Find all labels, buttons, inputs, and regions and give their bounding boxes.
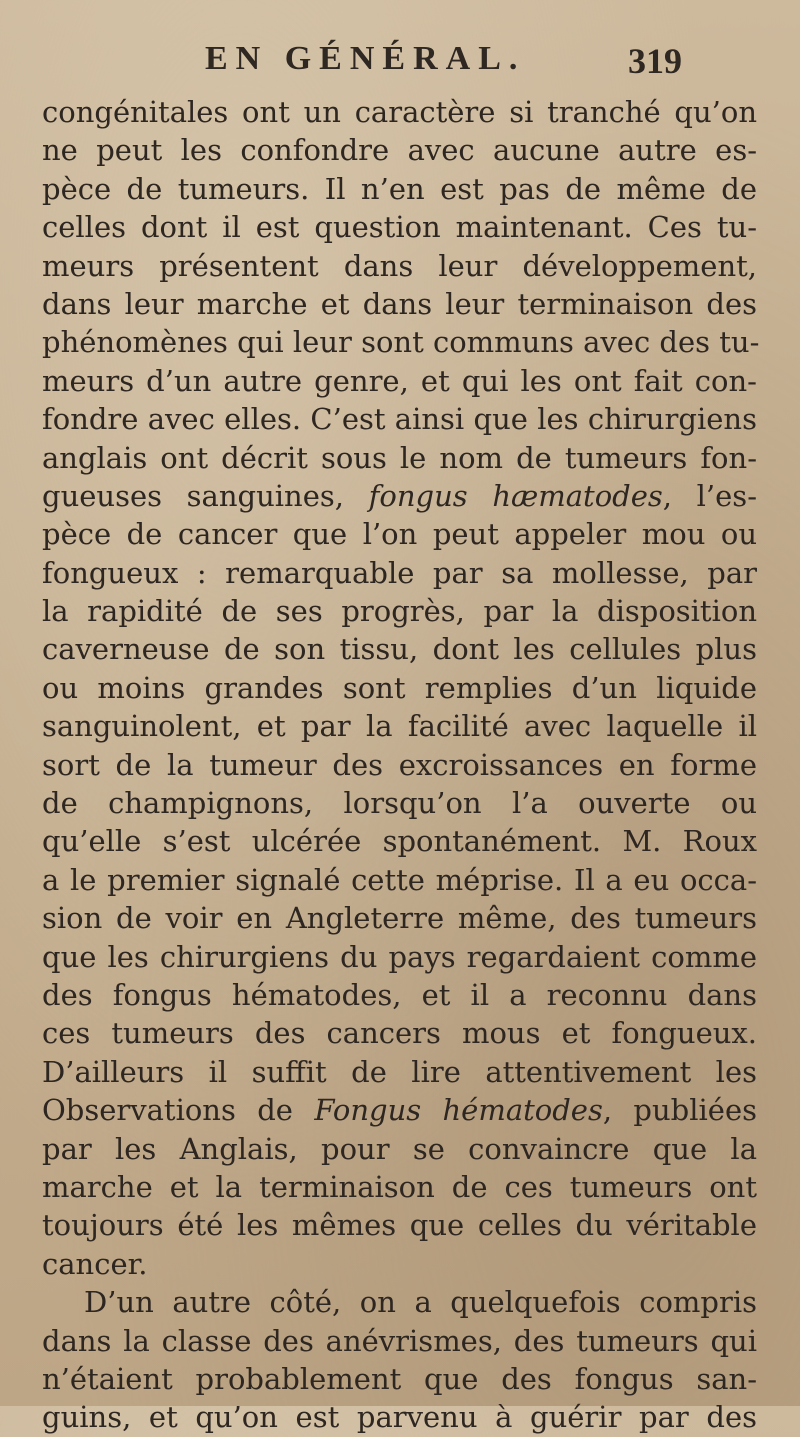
text-line: par les Anglais, pour se convaincre que la [42, 1131, 757, 1166]
text-line: dans leur marche et dans leur terminaison des [42, 286, 757, 321]
text-line: congénitales ont un caractère si tranché qu’on [42, 95, 757, 129]
text-line: cancer. [42, 1246, 148, 1281]
text-segment: , l’es- [662, 478, 757, 513]
text-line: sanguinolent, et par la facilité avec laquelle il [42, 709, 757, 744]
page-number: 319 [628, 41, 682, 81]
text-line: pèce de cancer que l’on peut appeler mou ou [42, 517, 757, 552]
text-line: ne peut les confondre avec aucune autre es- [42, 133, 757, 168]
text-line: pèce de tumeurs. Il n’en est pas de même de [42, 171, 757, 206]
text-line: celles dont il est question maintenant. Ces tu- [42, 210, 757, 245]
text-line: guins, et qu’on est parvenu à guérir par des [42, 1400, 757, 1435]
text-line: fondre avec elles. C’est ainsi que les chirurgiens [42, 402, 757, 437]
text-line: D’un autre côté, on a quelquefois compris [84, 1285, 757, 1320]
text-line: marche et la terminaison de ces tumeurs ont [42, 1169, 757, 1204]
text-line: a le premier signalé cette méprise. Il a eu occa- [42, 862, 757, 897]
text-line: sort de la tumeur des excroissances en forme [42, 747, 757, 782]
text-segment: , publiées [602, 1093, 757, 1128]
text-segment: gueuses sanguines, [42, 478, 369, 513]
text-line: dans la classe des anévrismes, des tumeurs qui [42, 1323, 757, 1358]
text-line: qu’elle s’est ulcérée spontanément. M. Roux [42, 824, 757, 859]
text-line: D’ailleurs il suffit de lire attentivement les [42, 1054, 757, 1089]
text-line: sion de voir en Angleterre même, des tumeurs [42, 901, 757, 936]
italic-term: Fongus hématodes [314, 1093, 603, 1128]
italic-term: fongus hæmatodes [368, 478, 663, 513]
text-line-with-italic [42, 1091, 757, 1129]
text-line: la rapidité de ses progrès, par la disposition [42, 594, 757, 629]
text-line: anglais ont décrit sous le nom de tumeurs fon- [42, 440, 757, 475]
text-line: fongueux : remarquable par sa mollesse, par [42, 555, 757, 590]
text-line: meurs d’un autre genre, et qui les ont fait con- [42, 363, 757, 398]
text-segment: Observations de [42, 1093, 315, 1128]
text-line: caverneuse de son tissu, dont les cellules plus [42, 632, 757, 667]
text-line: n’étaient probablement que des fongus san- [42, 1361, 757, 1396]
text-line: ou moins grandes sont remplies d’un liquide [42, 670, 757, 705]
text-line: phénomènes qui leur sont communs avec des tu- [42, 325, 760, 360]
text-line: meurs présentent dans leur développement, [42, 248, 757, 283]
running-head [0, 40, 800, 90]
text-line: de champignons, lorsqu’on l’a ouverte ou [42, 786, 757, 821]
body-text [42, 93, 760, 1437]
text-line-with-italic [42, 477, 757, 515]
text-line: des fongus hématodes, et il a reconnu dans [42, 977, 757, 1012]
text-line: ces tumeurs des cancers mous et fongueux. [42, 1016, 757, 1051]
text-line: que les chirurgiens du pays regardaient comme [42, 939, 757, 974]
running-title: EN GÉNÉRAL. [205, 40, 526, 77]
text-line: toujours été les mêmes que celles du véritable [42, 1208, 757, 1243]
